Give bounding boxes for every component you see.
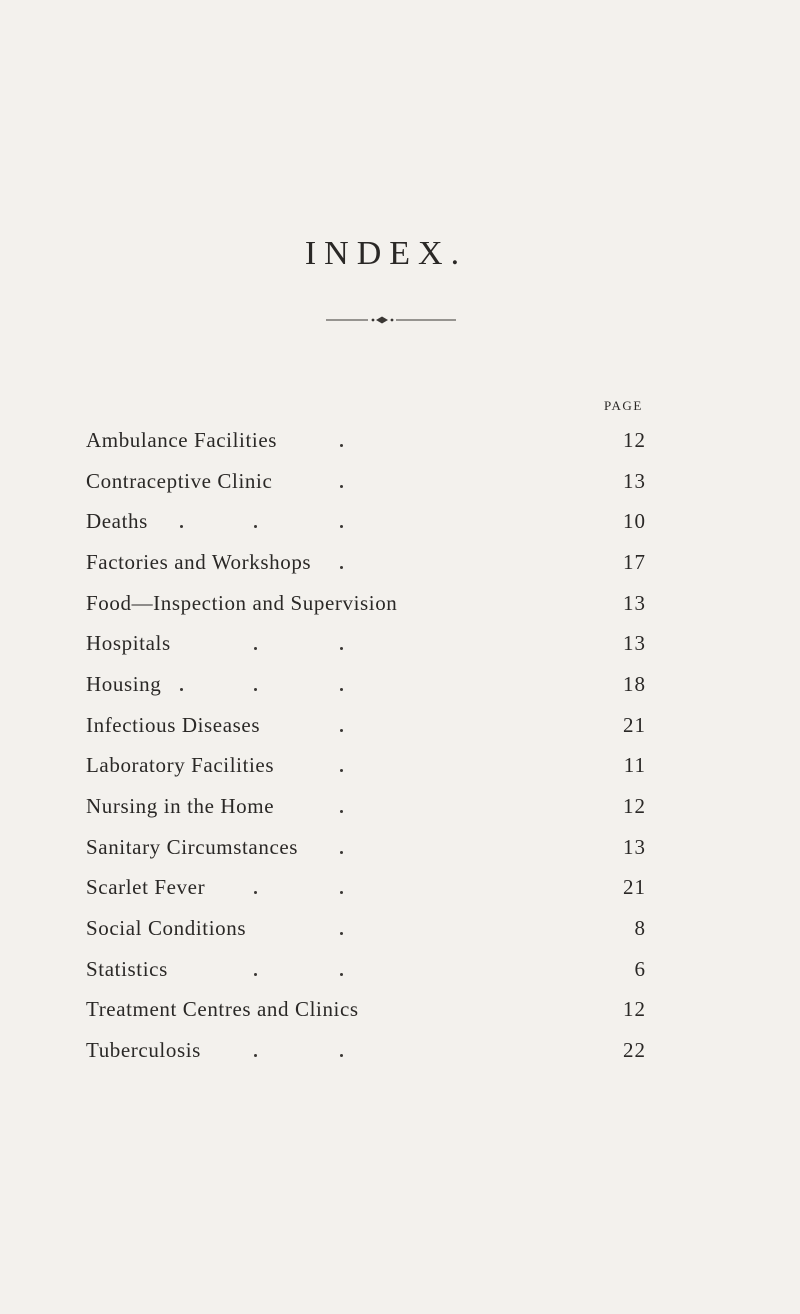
entry-page-number: 18: [623, 671, 646, 696]
entry-label: Laboratory Facilities: [86, 753, 275, 778]
index-entry: [86, 507, 646, 548]
dot-leader: [386, 751, 560, 779]
index-entry: [86, 548, 646, 589]
leader-dot: [340, 444, 343, 447]
index-entry: [86, 589, 646, 630]
entry-page-number: 21: [623, 875, 646, 900]
index-entry: [86, 670, 646, 711]
index-entry: [86, 711, 646, 752]
divider-ornament: [326, 312, 456, 328]
index-entry: [86, 833, 646, 874]
entry-label: Infectious Diseases: [86, 712, 261, 737]
dot-leader: [386, 792, 560, 820]
page-column-header: PAGE: [604, 398, 643, 413]
leader-dot: [340, 729, 343, 732]
dot-leader: [386, 548, 560, 576]
entry-page-number: 13: [623, 590, 646, 615]
leader-dot: [254, 973, 257, 976]
dot-leader: [386, 426, 560, 454]
dot-leader: [386, 467, 560, 495]
index-entry: [86, 914, 646, 955]
index-entry: [86, 751, 646, 792]
index-entry: [86, 873, 646, 914]
leader-dot: [254, 525, 257, 528]
leader-dot: [340, 891, 343, 894]
index-entry: [86, 426, 646, 467]
leader-dot: [340, 688, 343, 691]
leader-dot: [340, 851, 343, 854]
dot-leader: [386, 670, 560, 698]
entry-label: Deaths: [86, 509, 148, 534]
leader-dot: [340, 973, 343, 976]
entry-page-number: 22: [623, 1037, 646, 1062]
entry-label: Statistics: [86, 956, 168, 981]
leader-dot: [340, 1054, 343, 1057]
leader-dot: [180, 688, 183, 691]
leader-dot: [340, 566, 343, 569]
dot-leader: [386, 833, 560, 861]
entry-page-number: 13: [623, 834, 646, 859]
index-entry: [86, 792, 646, 833]
entry-page-number: 10: [623, 509, 646, 534]
dot-leader: [386, 955, 560, 983]
index-list: [86, 426, 646, 1077]
entry-page-number: 11: [623, 753, 646, 778]
entry-label: Housing: [86, 671, 162, 696]
entry-label: Food—Inspection and Supervision: [86, 590, 398, 615]
entry-page-number: 12: [623, 997, 646, 1022]
entry-page-number: 8: [634, 915, 646, 940]
entry-page-number: 17: [623, 549, 646, 574]
dot-leader: [386, 914, 560, 942]
leader-dot: [340, 525, 343, 528]
leader-dot: [254, 647, 257, 650]
entry-label: Nursing in the Home: [86, 793, 275, 818]
entry-page-number: 12: [623, 428, 646, 452]
index-entry: [86, 1036, 646, 1077]
dot-leader: [386, 873, 560, 901]
entry-label: Treatment Centres and Clinics: [86, 997, 359, 1022]
index-entry: [86, 995, 646, 1036]
dot-leader: [386, 507, 560, 535]
leader-dot: [254, 688, 257, 691]
entry-label: Ambulance Facilities: [86, 428, 278, 452]
leader-dot: [340, 810, 343, 813]
dot-leader: [386, 629, 560, 657]
entry-page-number: 12: [623, 793, 646, 818]
leader-dot: [340, 932, 343, 935]
leader-dot: [340, 485, 343, 488]
index-entry: [86, 955, 646, 996]
entry-label: Tuberculosis: [86, 1037, 201, 1062]
entry-label: Contraceptive Clinic: [86, 468, 273, 493]
entry-label: Hospitals: [86, 631, 171, 656]
index-entry: [86, 467, 646, 508]
dot-leader: [386, 589, 560, 617]
leader-dot: [254, 1054, 257, 1057]
index-entry: [86, 629, 646, 670]
leader-dot: [340, 769, 343, 772]
leader-dot: [180, 525, 183, 528]
entry-page-number: 13: [623, 468, 646, 493]
leader-dot: [340, 647, 343, 650]
entry-label: Factories and Workshops: [86, 549, 312, 574]
entry-label: Scarlet Fever: [86, 875, 206, 900]
entry-label: Social Conditions: [86, 915, 247, 940]
dot-leader: [386, 995, 560, 1023]
entry-page-number: 21: [623, 712, 646, 737]
dot-leader: [386, 711, 560, 739]
entry-label: Sanitary Circumstances: [86, 834, 299, 859]
leader-dot: [254, 891, 257, 894]
dot-leader: [386, 1036, 560, 1064]
entry-page-number: 6: [634, 956, 646, 981]
entry-page-number: 13: [623, 631, 646, 656]
page-title: INDEX.: [304, 234, 468, 272]
